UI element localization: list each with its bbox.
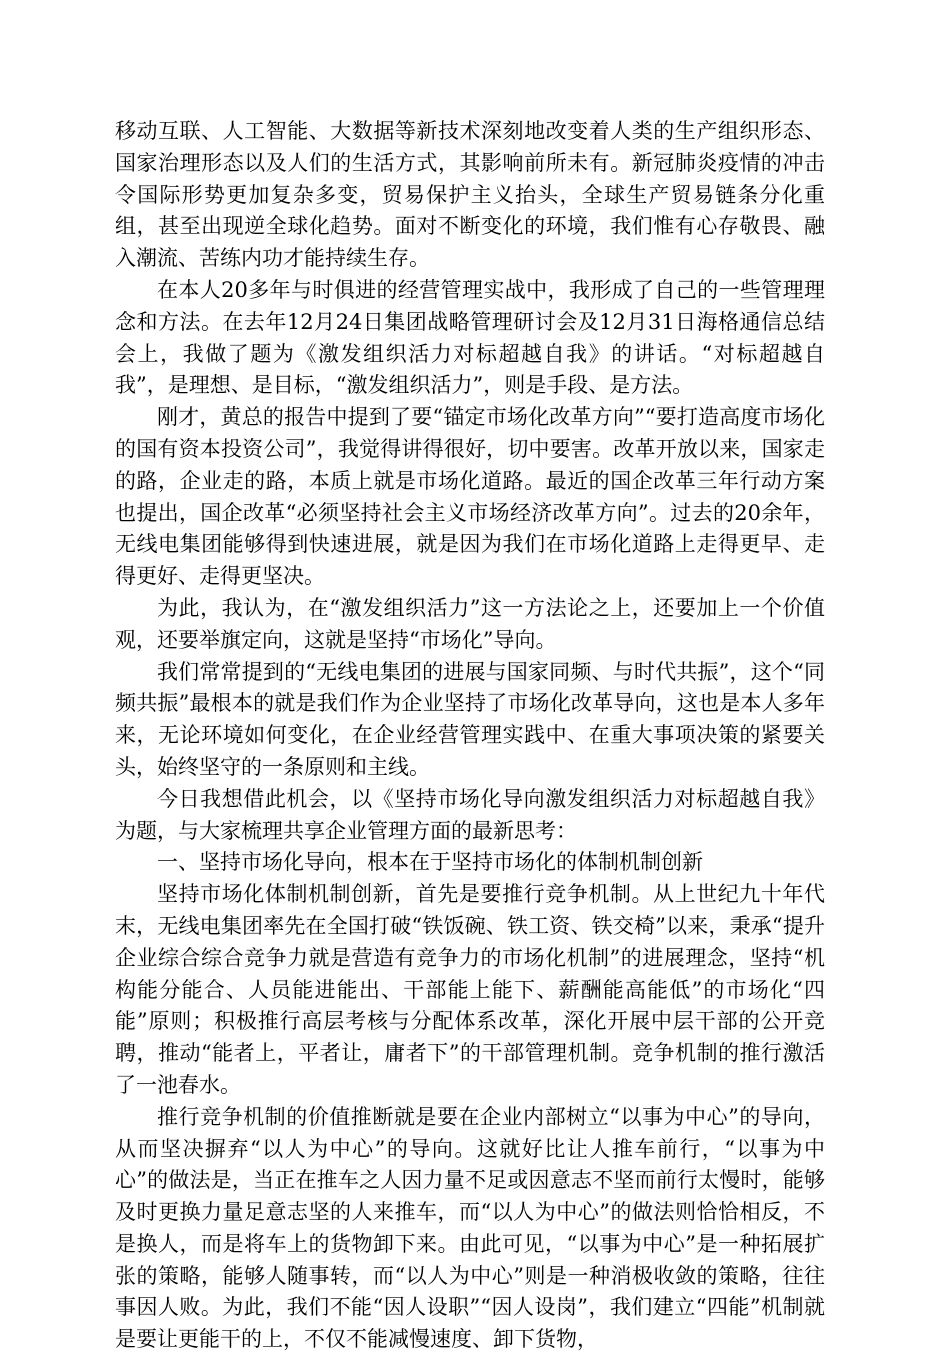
paragraph-7: 坚持市场化体制机制创新，首先是要推行竞争机制。从上世纪九十年代末，无线电集团率先在全国打破“铁饭碗、铁工资、铁交椅”以来，秉承“提升企业综合综合竞争力就是营造有竞争力的市场化机制”的进展理念，坚持“机构能分能合、人员能进能出、干部能上能下、薪酬能高能低”的市场化“四能”原则；积极推行高层考核与分配体系改革，深化开展中层干部的公开竞聘，推动“能者上，平者让，庸者下”的干部管理机制。竞争机制的推行激活了一池春水。 (115, 882, 825, 1097)
paragraph-6: 今日我想借此机会，以《坚持市场化导向激发组织活力对标超越自我》为题，与大家梳理共享企业管理方面的最新思考： (115, 786, 825, 843)
section-heading: 一、坚持市场化导向，根本在于坚持市场化的体制机制创新 (157, 850, 703, 875)
document-page (115, 116, 825, 1356)
paragraph-8: 推行竞争机制的价值推断就是要在企业内部树立“以事为中心”的导向，从而坚决摒弃“以人为中心”的导向。这就好比让人推车前行，“以事为中心”的做法是，当正在推车之人因力量不足或因意志不坚而前行太慢时，能够及时更换力量足意志坚的人来推车，而“以人为中心”的做法则恰恰相反，不是换人，而是将车上的货物卸下来。由此可见，“以事为中心”是一种拓展扩张的策略，能够人随事转，而“以人为中心”则是一种消极收敛的策略，往往事因人败。为此，我们不能“因人设职”“因人设岗”，我们建立“四能”机制就是要让更能干的上，不仅不能减慢速度、卸下货物， (115, 1104, 825, 1352)
paragraph-1: 移动互联、人工智能、大数据等新技术深刻地改变着人类的生产组织形态、国家治理形态以及人们的生活方式，其影响前所未有。新冠肺炎疫情的冲击令国际形势更加复杂多变，贸易保护主义抬头，全球生产贸易链条分化重组，甚至出现逆全球化趋势。面对不断变化的环境，我们惟有心存敬畏、融入潮流、苦练内功才能持续生存。 (115, 119, 825, 271)
paragraph-5: 我们常常提到的“无线电集团的进展与国家同频、与时代共振”，这个“同频共振”最根本的就是我们作为企业坚持了市场化改革导向，这也是本人多年来，无论环境如何变化，在企业经营管理实践中、在重大事项决策的紧要关头，始终坚守的一条原则和主线。 (115, 659, 825, 779)
paragraph-2: 在本人20多年与时俱进的经营管理实战中，我形成了自己的一些管理理念和方法。在去年12月24日集团战略管理研讨会及12月31日海格通信总结会上，我做了题为《激发组织活力对标超越自我》的讲话。“对标超越自我”，是理想、是目标，“激发组织活力”，则是手段、是方法。 (115, 277, 825, 398)
paragraph-4: 为此，我认为，在“激发组织活力”这一方法论之上，还要加上一个价值观，还要举旗定向，这就是坚持“市场化”导向。 (115, 595, 825, 652)
paragraph-3: 刚才，黄总的报告中提到了要“锚定市场化改革方向”“要打造高度市场化的国有资本投资公司”，我觉得讲得很好，切中要害。改革开放以来，国家走的路，企业走的路，本质上就是市场化道路。最近的国企改革三年行动方案也提出，国企改革“必须坚持社会主义市场经济改革方向”。过去的20余年，无线电集团能够得到快速进展，就是因为我们在市场化道路上走得更早、走得更好、走得更坚决。 (115, 405, 825, 589)
